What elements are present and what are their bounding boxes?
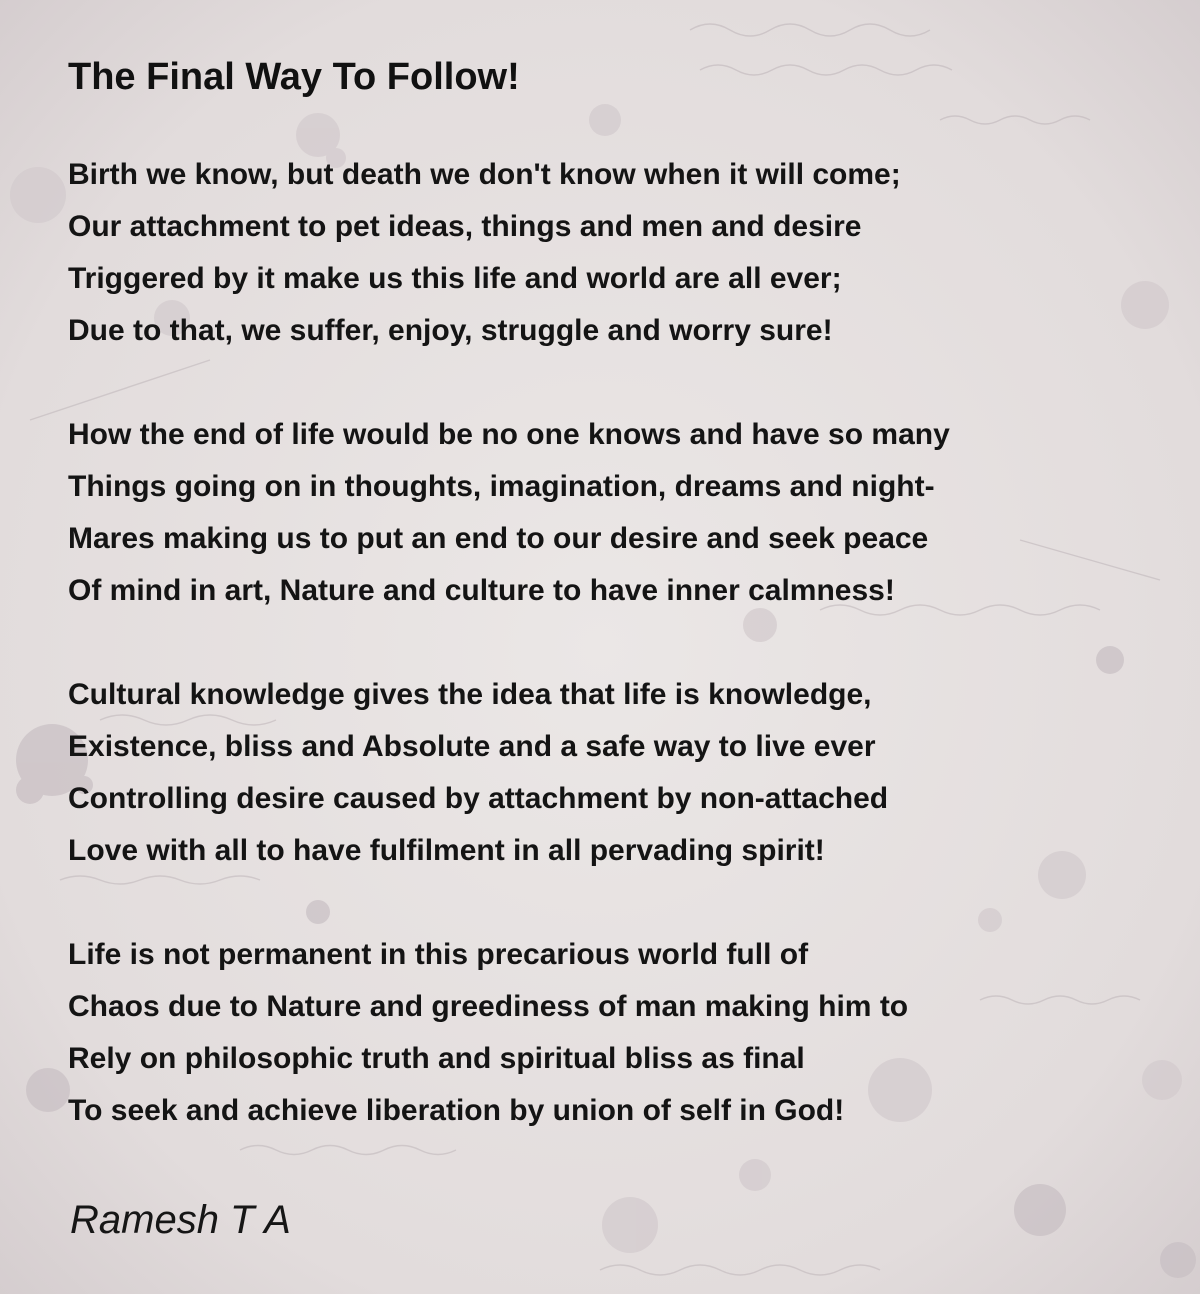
poem-line: Chaos due to Nature and greediness of man making him to: [68, 990, 909, 1023]
poem-line: Mares making us to put an end to our desire and seek peace: [68, 522, 929, 555]
poem-line: Of mind in art, Nature and culture to have inner calmness!: [68, 574, 895, 607]
stanza-3: [68, 669, 1148, 877]
stanza-1: [68, 149, 1148, 357]
poem-line: Existence, bliss and Absolute and a safe way to live ever: [68, 730, 876, 763]
poem-line: How the end of life would be no one knows and have so many: [68, 418, 950, 451]
poem-line: Life is not permanent in this precarious world full of: [68, 938, 809, 971]
poem-line: Our attachment to pet ideas, things and men and desire: [68, 210, 862, 243]
author-name: Ramesh T A: [70, 1198, 291, 1242]
stanza-2: [68, 409, 1148, 617]
poem-line: Rely on philosophic truth and spiritual bliss as final: [68, 1042, 805, 1075]
poem-line: To seek and achieve liberation by union of self in God!: [68, 1094, 845, 1127]
poem-line: Cultural knowledge gives the idea that life is knowledge,: [68, 678, 872, 711]
poem-line: Due to that, we suffer, enjoy, struggle and worry sure!: [68, 314, 833, 347]
poem-line: Love with all to have fulfilment in all pervading spirit!: [68, 834, 825, 867]
poem-line: Controlling desire caused by attachment by non-attached: [68, 782, 889, 815]
stanza-4: [68, 929, 1148, 1137]
poem-title: The Final Way To Follow!: [68, 56, 520, 98]
poem-line: Things going on in thoughts, imagination, dreams and night-: [68, 470, 935, 503]
poem-line: Triggered by it make us this life and world are all ever;: [68, 262, 842, 295]
poem-line: Birth we know, but death we don't know when it will come;: [68, 158, 901, 191]
